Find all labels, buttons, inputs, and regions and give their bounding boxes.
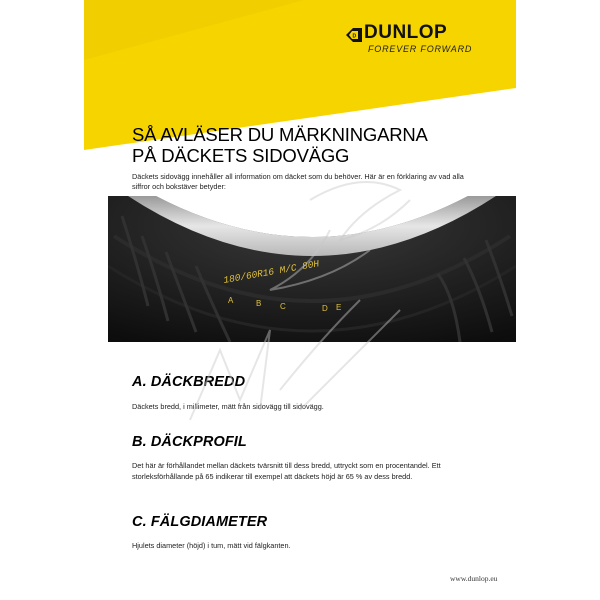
marking-letter-e: E [336,303,342,312]
section-text-b: Det här är förhållandet mellan däckets tvärsnitt till dess bredd, uttryckt som en procentandel. Ett storleksförhållande på 65 indikerar till exempel att däckets höjd är 65 % av dess bredd. [132,461,441,481]
title-line-1: SÅ AVLÄSER DU MÄRKNINGARNA [132,124,428,145]
brand-name: DUNLOP [364,22,448,43]
intro-text: Däckets sidovägg innehåller all information om däcket som du behöver. Här är en förklaring av vad alla siffror och bokstäver betyder: [132,172,464,191]
tire-sidewall-image [108,196,516,342]
section-heading-c: C. FÄLGDIAMETER [132,514,268,530]
marking-letter-a: A [228,296,234,305]
page-title [132,124,492,166]
marking-letter-b: B [256,299,262,308]
marking-letter-d: D [322,304,328,313]
dunlop-logo [344,22,504,62]
brand-tagline: FOREVER FORWARD [368,44,473,54]
section-text-a: Däckets bredd, i millimeter, mätt från sidovägg till sidovägg. [132,402,324,411]
svg-text:D: D [352,33,357,40]
dunlop-flying-d-icon [344,26,364,44]
tire-marking-text: 180/60R16 M/C 80H [222,258,320,286]
footer-url: www.dunlop.eu [450,574,498,583]
info-sheet-page [84,0,516,600]
title-line-2: PÅ DÄCKETS SIDOVÄGG [132,145,350,166]
section-heading-b: B. DÄCKPROFIL [132,434,247,450]
marking-letter-c: C [280,302,286,311]
section-text-c: Hjulets diameter (höjd) i tum, mätt vid fälgkanten. [132,541,291,550]
section-heading-a: A. DÄCKBREDD [132,374,246,390]
